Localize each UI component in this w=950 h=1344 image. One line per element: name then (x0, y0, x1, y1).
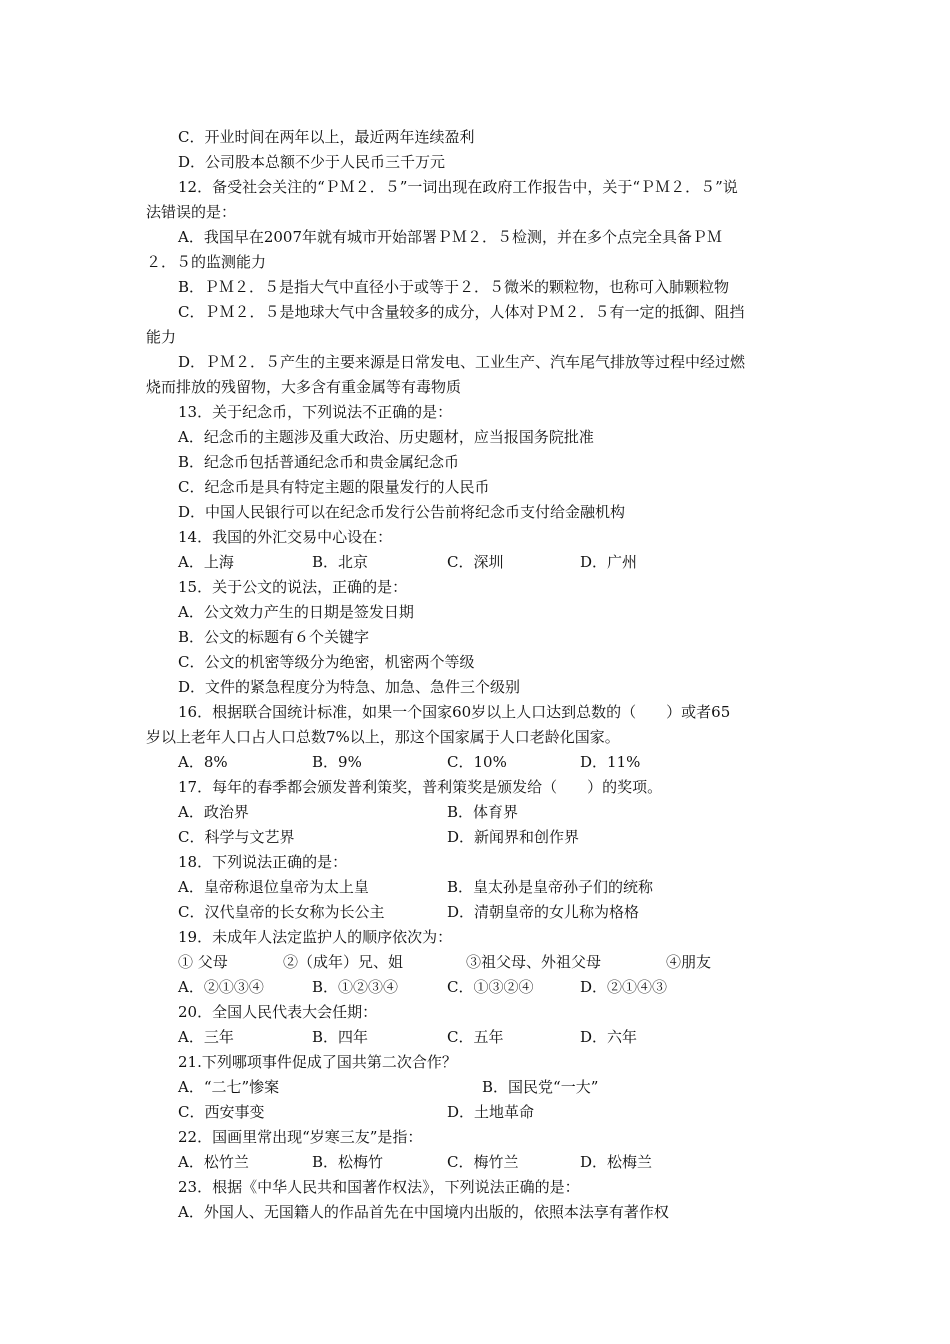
q19-options (0, 975, 950, 999)
q22-option-a: A．松竹兰 (178, 1153, 249, 1171)
q18-stem: 18．下列说法正确的是： (178, 853, 348, 871)
q16-options (0, 750, 950, 774)
q19-option-c: C．①③②④ (447, 978, 534, 996)
q21-option-d: D．土地革命 (447, 1103, 535, 1121)
q21-stem: 21.下列哪项事件促成了国共第二次合作？ (178, 1053, 457, 1071)
q14-option-d: D．广州 (580, 553, 638, 571)
q13-option-c: C．纪念币是具有特定主题的限量发行的人民币 (178, 478, 490, 496)
q20-option-b: B．四年 (312, 1028, 369, 1046)
q20-stem: 20．全国人民代表大会任期： (178, 1003, 378, 1021)
q14-option-a: A．上海 (178, 553, 234, 571)
q12-option-a-cont: ２．５的监测能力 (146, 253, 267, 271)
q18-option-d: D．清朝皇帝的女儿称为格格 (447, 903, 640, 921)
q19-items (0, 950, 950, 974)
q17-options-row2 (0, 825, 950, 849)
q12-option-c: C．ＰＭ２．５是地球大气中含量较多的成分，人体对ＰＭ２．５有一定的抵御、阻挡 (178, 303, 745, 321)
q11-option-c: C．开业时间在两年以上，最近两年连续盈利 (178, 128, 475, 146)
q18-option-b: B．皇太孙是皇帝孙子们的统称 (447, 878, 654, 896)
q19-option-b: B．①②③④ (312, 978, 399, 996)
q22-option-d: D．松梅兰 (580, 1153, 653, 1171)
q15-option-c: C．公文的机密等级分为绝密，机密两个等级 (178, 653, 475, 671)
q21-options-row2 (0, 1100, 950, 1124)
q19-option-a: A．②①③④ (178, 978, 264, 996)
q13-option-b: B．纪念币包括普通纪念币和贵金属纪念币 (178, 453, 460, 471)
q12-stem-cont: 法错误的是： (146, 203, 237, 221)
q21-option-b: B．国民党“一大” (482, 1078, 599, 1096)
q14-options (0, 550, 950, 574)
q12-stem: 12．备受社会关注的“ＰＭ２．５”一词出现在政府工作报告中，关于“ＰＭ２．５”说 (178, 178, 738, 196)
q16-option-b: B．9% (312, 753, 362, 771)
q17-option-a: A．政治界 (178, 803, 249, 821)
q16-option-c: C．10% (447, 753, 507, 771)
q19-item-3: ③祖父母、外祖父母 (466, 953, 602, 971)
q11-option-d: D．公司股本总额不少于人民币三千万元 (178, 153, 446, 171)
q17-option-d: D．新闻界和创作界 (447, 828, 580, 846)
q16-option-a: A．8% (178, 753, 228, 771)
q12-option-d-cont: 烧而排放的残留物，大多含有重金属等有毒物质 (146, 378, 462, 396)
q18-option-a: A．皇帝称退位皇帝为太上皇 (178, 878, 369, 896)
q15-stem: 15．关于公文的说法，正确的是： (178, 578, 408, 596)
q15-option-d: D．文件的紧急程度分为特急、加急、急件三个级别 (178, 678, 521, 696)
q14-stem: 14．我国的外汇交易中心设在： (178, 528, 393, 546)
q22-stem: 22．国画里常出现“岁寒三友”是指： (178, 1128, 423, 1146)
q22-option-b: B．松梅竹 (312, 1153, 384, 1171)
q15-option-a: A．公文效力产生的日期是签发日期 (178, 603, 414, 621)
q17-option-b: B．体育界 (447, 803, 519, 821)
q19-option-d: D．②①④③ (580, 978, 668, 996)
q13-option-d: D．中国人民银行可以在纪念币发行公告前将纪念币支付给金融机构 (178, 503, 626, 521)
q20-option-d: D．六年 (580, 1028, 638, 1046)
q18-options-row1 (0, 875, 950, 899)
q18-option-c: C．汉代皇帝的长女称为长公主 (178, 903, 385, 921)
q14-option-c: C．深圳 (447, 553, 504, 571)
q19-item-4: ④朋友 (666, 953, 712, 971)
q18-options-row2 (0, 900, 950, 924)
q19-item-1: ① 父母 (178, 953, 228, 971)
q17-stem: 17．每年的春季都会颁发普利策奖，普利策奖是颁发给（ ）的奖项。 (178, 778, 663, 796)
q23-stem: 23．根据《中华人民共和国著作权法》，下列说法正确的是： (178, 1178, 580, 1196)
q16-option-d: D．11% (580, 753, 641, 771)
q16-stem-cont: 岁以上老年人口占人口总数7%以上，那这个国家属于人口老龄化国家。 (146, 728, 620, 746)
q12-option-d: D．ＰＭ２．５产生的主要来源是日常发电、工业生产、汽车尾气排放等过程中经过燃 (178, 353, 746, 371)
q12-option-a: A．我国早在2007年就有城市开始部署ＰＭ２．５检测，并在多个点完全具备ＰＭ (178, 228, 723, 246)
q20-option-c: C．五年 (447, 1028, 504, 1046)
q15-option-b: B．公文的标题有６个关键字 (178, 628, 370, 646)
q16-stem: 16．根据联合国统计标准，如果一个国家60岁以上人口达到总数的（ ）或者65 (178, 703, 731, 721)
q20-option-a: A．三年 (178, 1028, 234, 1046)
q17-option-c: C．科学与文艺界 (178, 828, 295, 846)
q19-item-2: ②（成年）兄、姐 (283, 953, 404, 971)
q21-option-a: A．“二七”惨案 (178, 1078, 280, 1096)
q21-options-row1 (0, 1075, 950, 1099)
q12-option-b: B．ＰＭ２．５是指大气中直径小于或等于２．５微米的颗粒物，也称可入肺颗粒物 (178, 278, 730, 296)
q12-option-c-cont: 能力 (146, 328, 177, 346)
q23-option-a: A．外国人、无国籍人的作品首先在中国境内出版的，依照本法享有著作权 (178, 1203, 669, 1221)
q22-option-c: C．梅竹兰 (447, 1153, 519, 1171)
q22-options (0, 1150, 950, 1174)
q14-option-b: B．北京 (312, 553, 369, 571)
q13-stem: 13．关于纪念币，下列说法不正确的是： (178, 403, 453, 421)
q19-stem: 19．未成年人法定监护人的顺序依次为： (178, 928, 453, 946)
q21-option-c: C．西安事变 (178, 1103, 265, 1121)
q13-option-a: A．纪念币的主题涉及重大政治、历史题材，应当报国务院批准 (178, 428, 594, 446)
q17-options-row1 (0, 800, 950, 824)
q20-options (0, 1025, 950, 1049)
